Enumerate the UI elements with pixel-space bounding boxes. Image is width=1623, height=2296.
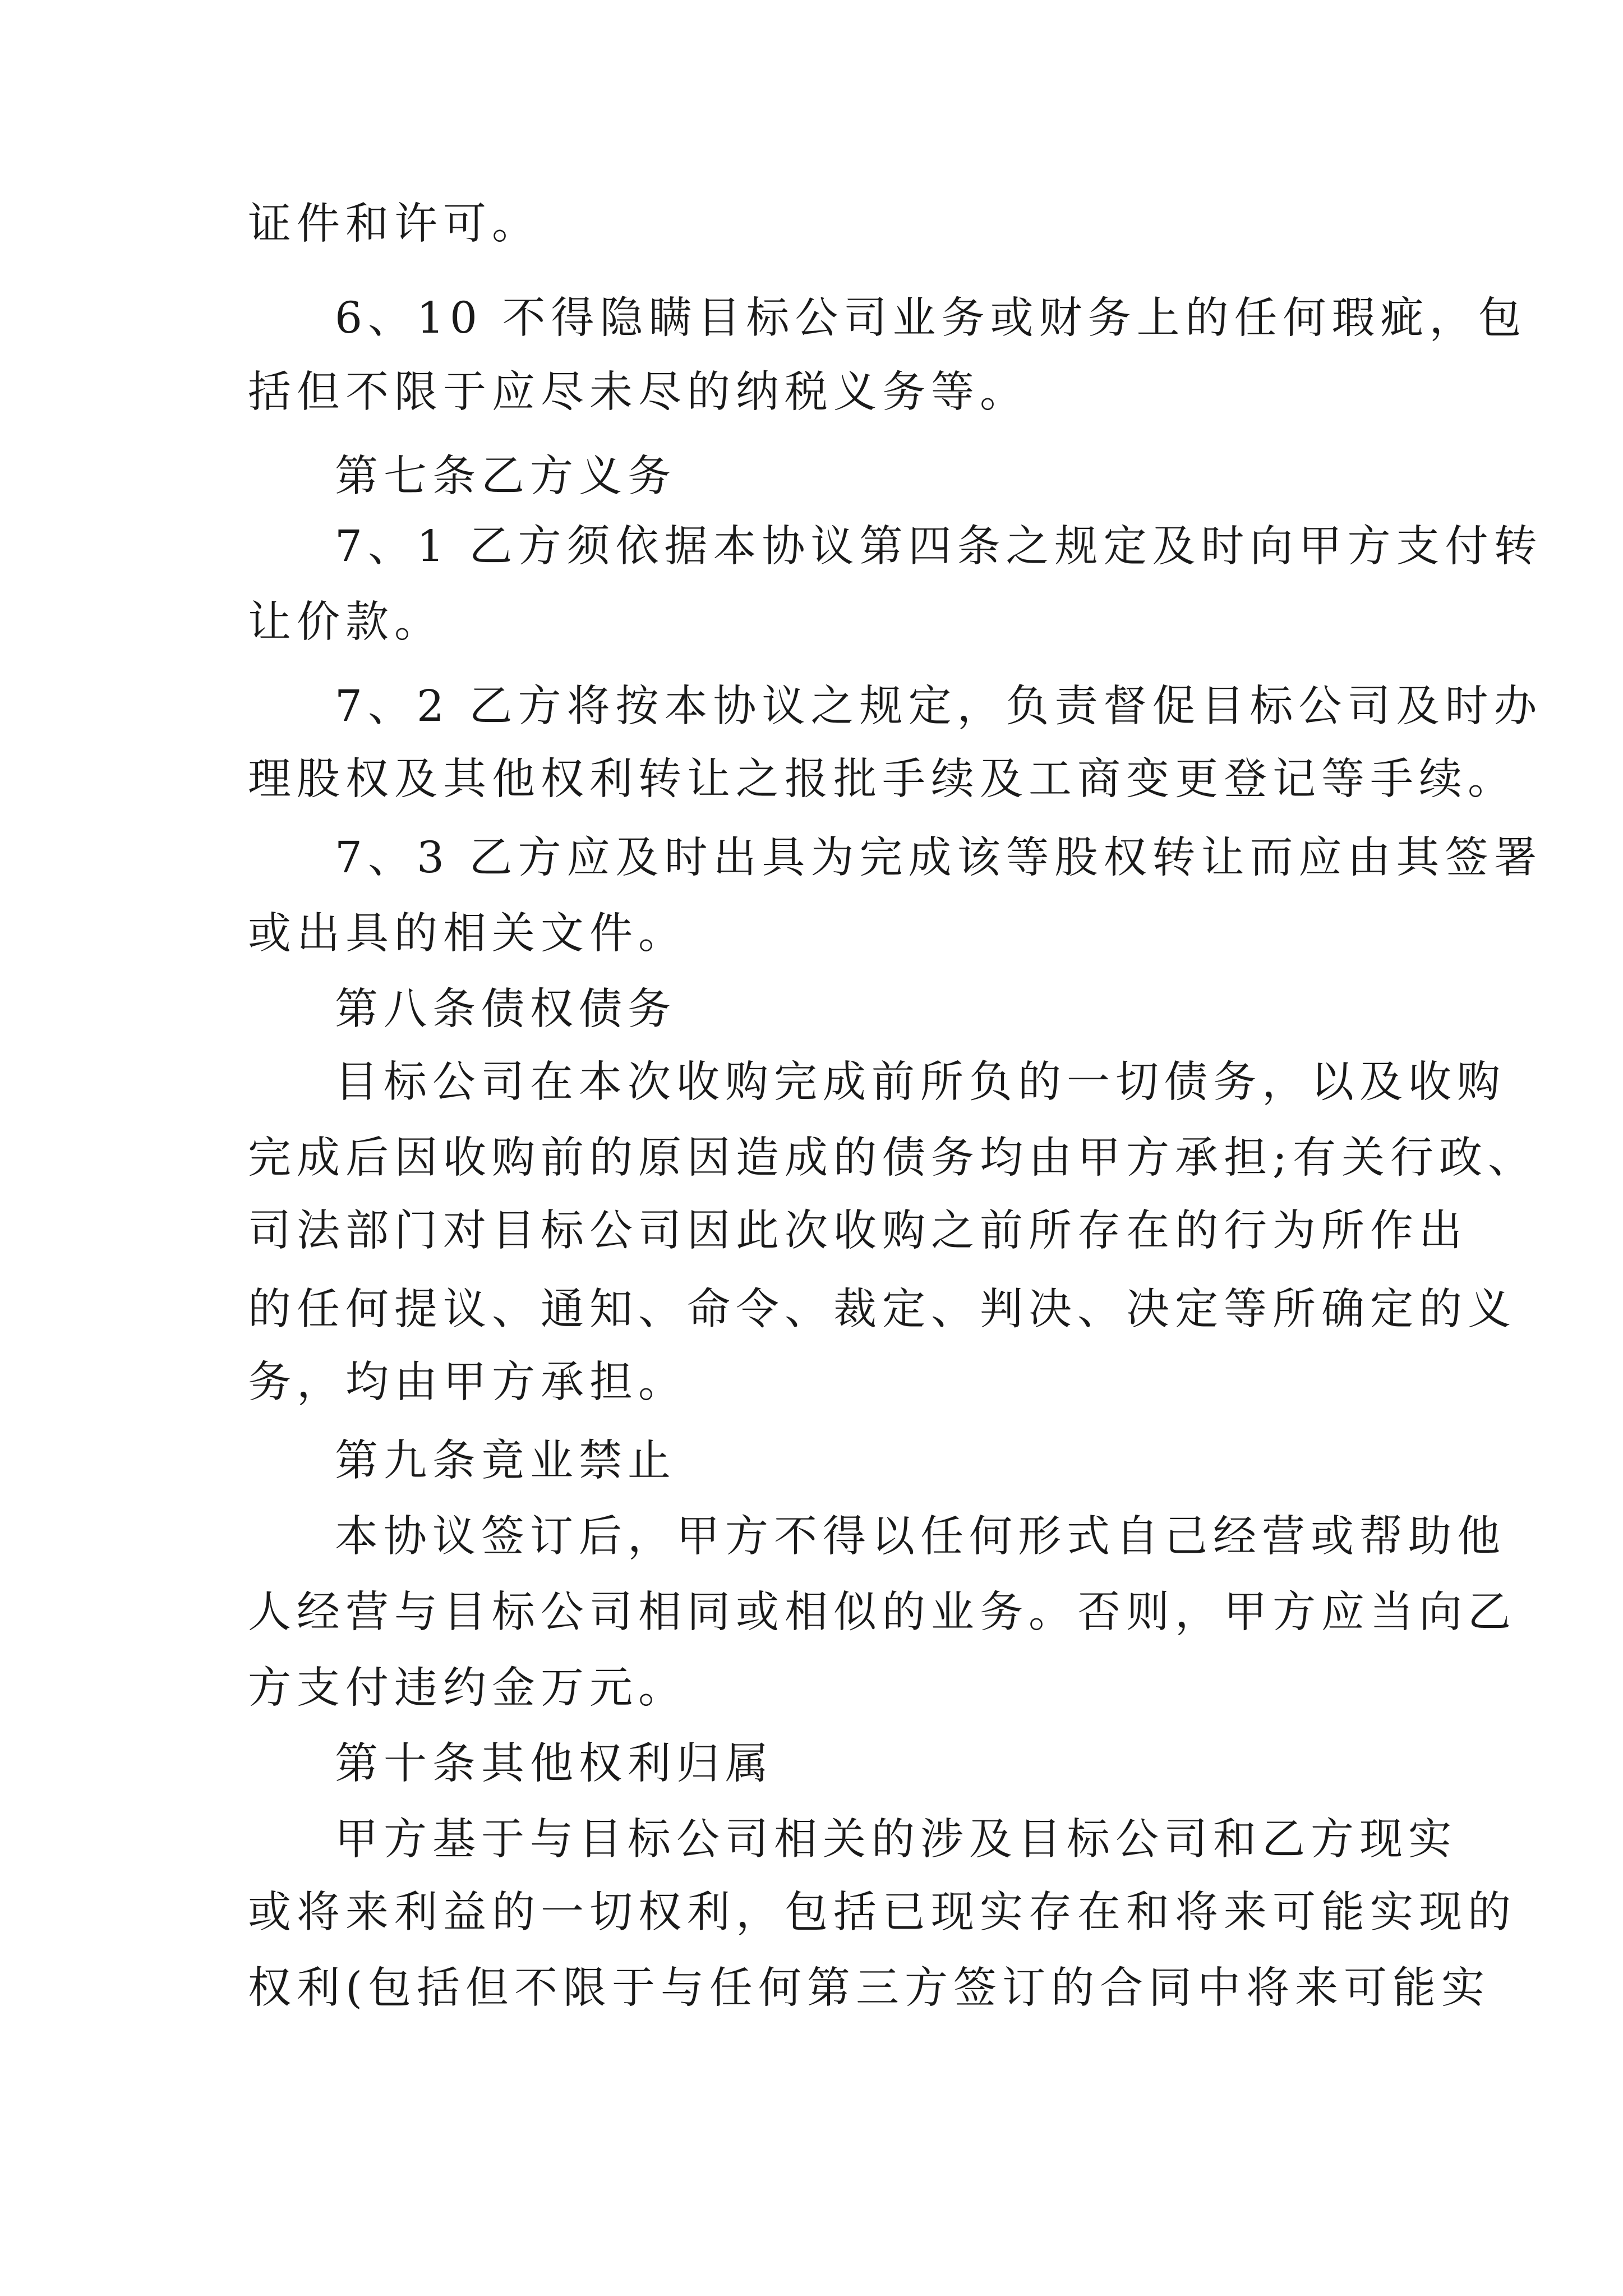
text-line: 完成后因收购前的原因造成的债务均由甲方承担;有关行政、 [248,1133,1537,1183]
text-line: 方支付违约金万元。 [248,1663,687,1713]
text-line: 本协议签订后，甲方不得以任何形式自己经营或帮助他 [335,1512,1506,1562]
text-line: 7、3 乙方应及时出具为完成该等股权转让而应由其签署 [335,833,1543,883]
text-line: 甲方基于与目标公司相关的涉及目标公司和乙方现实 [335,1815,1457,1865]
text-line: 的任何提议、通知、命令、裁定、判决、决定等所确定的义 [248,1285,1516,1335]
section-heading: 第七条乙方义务 [335,452,676,501]
section-heading: 第九条竟业禁止 [335,1436,676,1486]
text-line: 务，均由甲方承担。 [248,1358,687,1407]
section-heading: 第八条债权债务 [335,984,676,1034]
text-line: 目标公司在本次收购完成前所负的一切债务，以及收购 [335,1057,1506,1107]
text-line: 人经营与目标公司相同或相似的业务。否则，甲方应当向乙 [248,1588,1516,1637]
text-line: 括但不限于应尽未尽的纳税义务等。 [248,367,1029,417]
text-line: 7、2 乙方将按本协议之规定，负责督促目标公司及时办 [335,682,1543,731]
text-line: 理股权及其他权利转让之报批手续及工商变更登记等手续。 [248,754,1516,804]
section-heading: 第十条其他权利归属 [335,1739,774,1789]
text-line: 或出具的相关文件。 [248,909,687,959]
text-line: 或将来利益的一切权利，包括已现实存在和将来可能实现的 [248,1888,1516,1938]
text-line: 6、10 不得隐瞒目标公司业务或财务上的任何瑕疵，包 [335,293,1527,343]
text-line: 让价款。 [248,597,443,647]
text-line: 证件和许可。 [248,199,541,249]
text-line: 权利(包括但不限于与任何第三方签订的合同中将来可能实 [248,1963,1491,2013]
text-line: 司法部门对目标公司因此次收购之前所存在的行为所作出 [248,1206,1468,1256]
text-line: 7、1 乙方须依据本协议第四条之规定及时向甲方支付转 [335,522,1543,572]
